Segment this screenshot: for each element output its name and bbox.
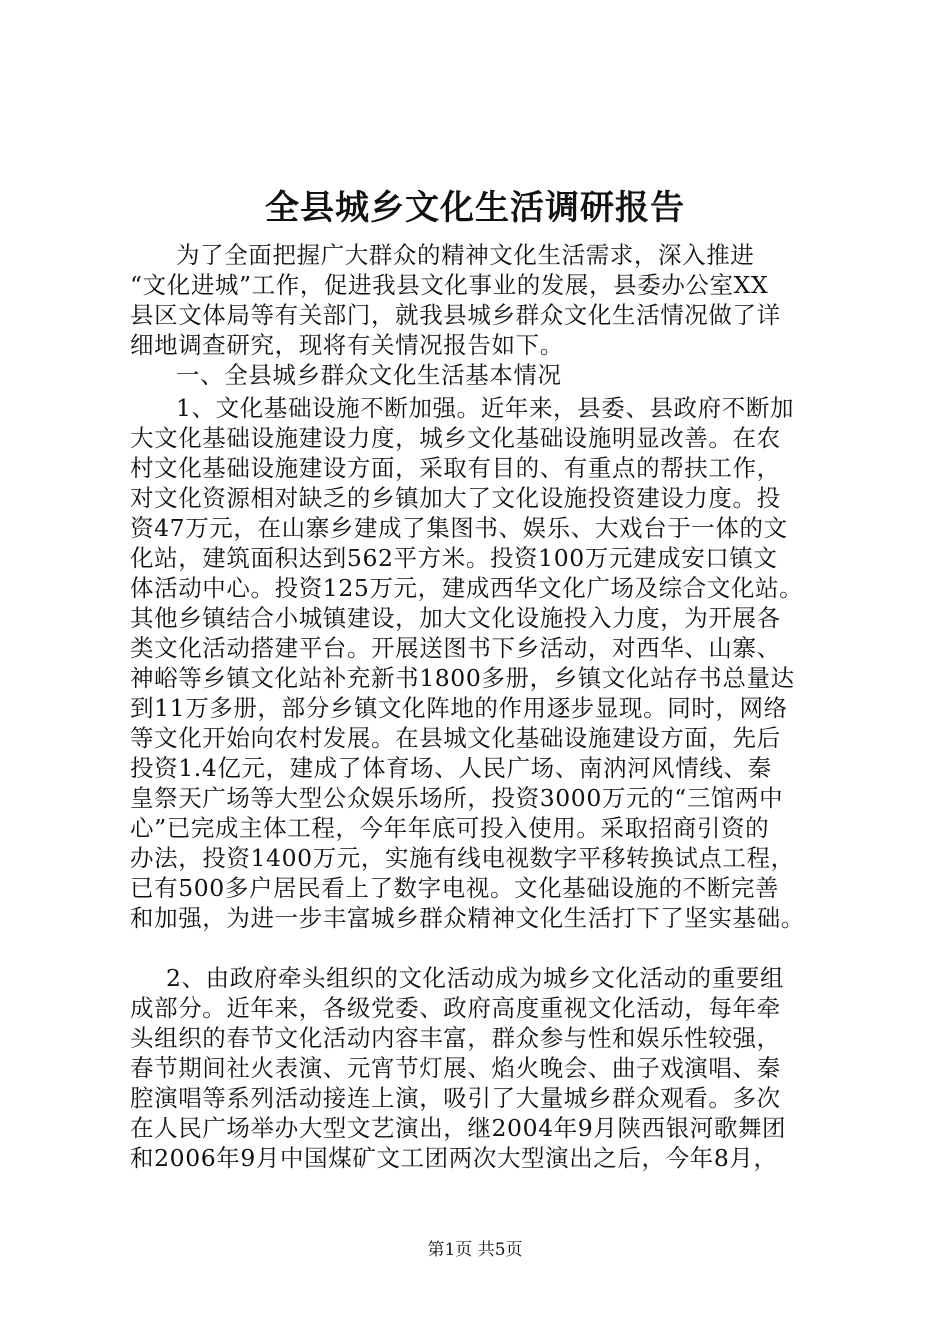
text-line: 资47万元，在山寨乡建成了集图书、娱乐、大戏台于一体的文 — [130, 514, 788, 542]
text-line: 化站，建筑面积达到562平方米。投资100万元建成安口镇文 — [130, 544, 778, 572]
text-line: 皇祭天广场等大型公众娱乐场所，投资3000万元的“三馆两中 — [130, 784, 784, 812]
text-line: 和2006年9月中国煤矿文工团两次大型演出之后，今年8月， — [130, 1144, 778, 1172]
page-number: 第1页 共5页 — [427, 1240, 523, 1260]
text-line: 神峪等乡镇文化站补充新书1800多册，乡镇文化站存书总量达 — [130, 664, 795, 692]
text-line: 成部分。近年来，各级党委、政府高度重视文化活动，每年牵 — [130, 994, 781, 1022]
text-line: 类文化活动搭建平台。开展送图书下乡活动，对西华、山寨、 — [130, 634, 781, 662]
text-line: 村文化基础设施建设方面，采取有目的、有重点的帮扶工作， — [130, 454, 781, 482]
text-line: 其他乡镇结合小城镇建设，加大文化设施投入力度，为开展各 — [130, 604, 781, 632]
text-line: 办法，投资1400万元，实施有线电视数字平移转换试点工程， — [130, 844, 795, 872]
section-heading: 一、全县城乡群众文化生活基本情况 — [176, 361, 562, 389]
text-line: 到11万多册，部分乡镇文化阵地的作用逐步显现。同时，网络 — [130, 694, 788, 722]
text-line: 县区文体局等有关部门，就我县城乡群众文化生活情况做了详 — [130, 301, 781, 329]
text-line: 体活动中心。投资125万元，建成西华文化广场及综合文化站。 — [130, 574, 804, 602]
text-line: 心”已完成主体工程，今年年底可投入使用。采取招商引资的 — [130, 814, 770, 842]
text-line: 1、文化基础设施不断加强。近年来，县委、县政府不断加 — [176, 394, 795, 422]
text-line: 细地调查研究，现将有关情况报告如下。 — [130, 331, 564, 359]
document-title: 全县城乡文化生活调研报告 — [265, 188, 685, 228]
text-line: 和加强，为进一步丰富城乡群众精神文化生活打下了坚实基础。 — [130, 904, 805, 932]
text-line: 对文化资源相对缺乏的乡镇加大了文化设施投资建设力度。投 — [130, 484, 781, 512]
text-line: 腔演唱等系列活动接连上演，吸引了大量城乡群众观看。多次 — [130, 1084, 781, 1112]
text-line: 等文化开始向农村发展。在县城文化基础设施建设方面，先后 — [130, 724, 781, 752]
text-line: 春节期间社火表演、元宵节灯展、焰火晚会、曲子戏演唱、秦 — [130, 1054, 781, 1082]
text-line: 在人民广场举办大型文艺演出，继2004年9月陕西银河歌舞团 — [130, 1114, 787, 1142]
text-line: 大文化基础设施建设力度，城乡文化基础设施明显改善。在农 — [130, 424, 781, 452]
text-line: 头组织的春节文化活动内容丰富，群众参与性和娱乐性较强， — [130, 1024, 781, 1052]
text-line: 已有500多户居民看上了数字电视。文化基础设施的不断完善 — [130, 874, 780, 902]
text-line: 2、由政府牵头组织的文化活动成为城乡文化活动的重要组 — [166, 964, 785, 992]
text-line: 为了全面把握广大群众的精神文化生活需求，深入推进 — [176, 241, 755, 269]
text-line: “文化进城”工作，促进我县文化事业的发展，县委办公室XX — [130, 271, 769, 299]
text-line: 投资1.4亿元，建成了体育场、人民广场、南汭河风情线、秦 — [130, 754, 772, 782]
